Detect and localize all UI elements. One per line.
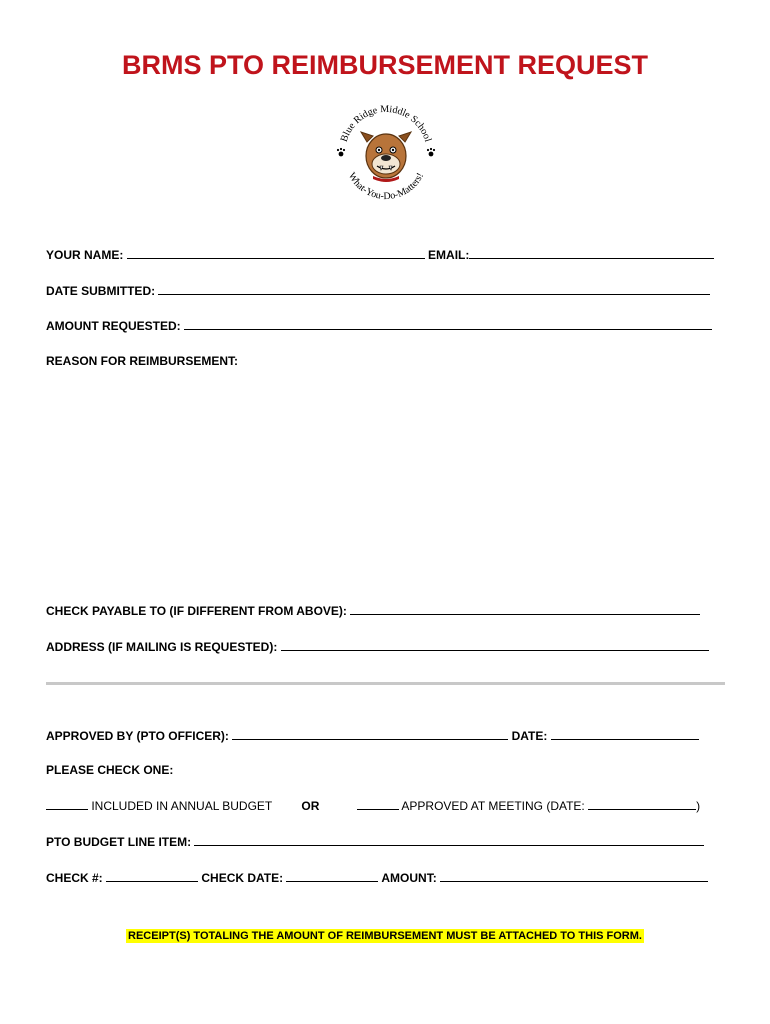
budget-line-label: PTO BUDGET LINE ITEM:	[46, 835, 192, 849]
reason-label: REASON FOR REIMBURSEMENT:	[46, 354, 239, 368]
amount-requested-row	[46, 318, 712, 333]
school-logo	[331, 98, 441, 208]
check-payable-row	[46, 603, 700, 618]
check-number-field[interactable]	[106, 870, 198, 882]
date-submitted-field[interactable]	[158, 283, 710, 295]
included-budget-label: INCLUDED IN ANNUAL BUDGET	[91, 799, 273, 813]
approved-meeting-checkbox[interactable]	[357, 798, 399, 810]
email-field[interactable]	[469, 247, 714, 259]
or-label: OR	[301, 799, 320, 813]
address-label: ADDRESS (IF MAILING IS REQUESTED):	[46, 640, 278, 654]
your-name-label: YOUR NAME:	[46, 248, 124, 262]
budget-line-field[interactable]	[194, 834, 704, 846]
address-row	[46, 639, 709, 654]
check-date-label: CHECK DATE:	[201, 871, 284, 885]
check-number-label: CHECK #:	[46, 871, 103, 885]
meeting-date-field[interactable]	[588, 798, 696, 810]
included-budget-checkbox[interactable]	[46, 798, 88, 810]
section-divider	[46, 682, 725, 685]
approved-row	[46, 728, 699, 743]
name-email-row	[46, 247, 714, 262]
amount-field[interactable]	[440, 870, 708, 882]
close-paren: )	[696, 799, 701, 813]
receipt-notice-text: RECEIPT(S) TOTALING THE AMOUNT OF REIMBURSEMENT MUST BE ATTACHED TO THIS FORM.	[128, 930, 642, 942]
check-payable-label: CHECK PAYABLE TO (IF DIFFERENT FROM ABOVE):	[46, 604, 347, 618]
check-options-row	[46, 798, 700, 813]
approved-date-label: DATE:	[511, 729, 548, 743]
amount-label: AMOUNT:	[381, 871, 437, 885]
receipt-notice	[0, 928, 770, 942]
amount-requested-label: AMOUNT REQUESTED:	[46, 319, 181, 333]
date-submitted-row	[46, 283, 710, 298]
approved-date-field[interactable]	[551, 728, 699, 740]
approved-by-label: APPROVED BY (PTO OFFICER):	[46, 729, 229, 743]
amount-requested-field[interactable]	[184, 318, 712, 330]
approved-meeting-label: APPROVED AT MEETING (DATE:	[401, 799, 585, 813]
date-submitted-label: DATE SUBMITTED:	[46, 284, 156, 298]
approved-by-field[interactable]	[232, 728, 508, 740]
page-title: BRMS PTO REIMBURSEMENT REQUEST	[121, 50, 649, 80]
your-name-field[interactable]	[127, 247, 425, 259]
budget-line-row	[46, 834, 704, 849]
bulldog-mascot-icon	[361, 132, 411, 182]
logo-arc-top: Blue Ridge Middle School	[338, 103, 434, 144]
check-info-row	[46, 870, 708, 885]
email-label: EMAIL:	[428, 248, 470, 262]
check-date-field[interactable]	[286, 870, 378, 882]
logo-arc-bottom: What-You-Do-Matters!	[345, 170, 427, 203]
please-check-label: PLEASE CHECK ONE:	[46, 763, 174, 777]
check-payable-field[interactable]	[350, 603, 700, 615]
address-field[interactable]	[281, 639, 709, 651]
